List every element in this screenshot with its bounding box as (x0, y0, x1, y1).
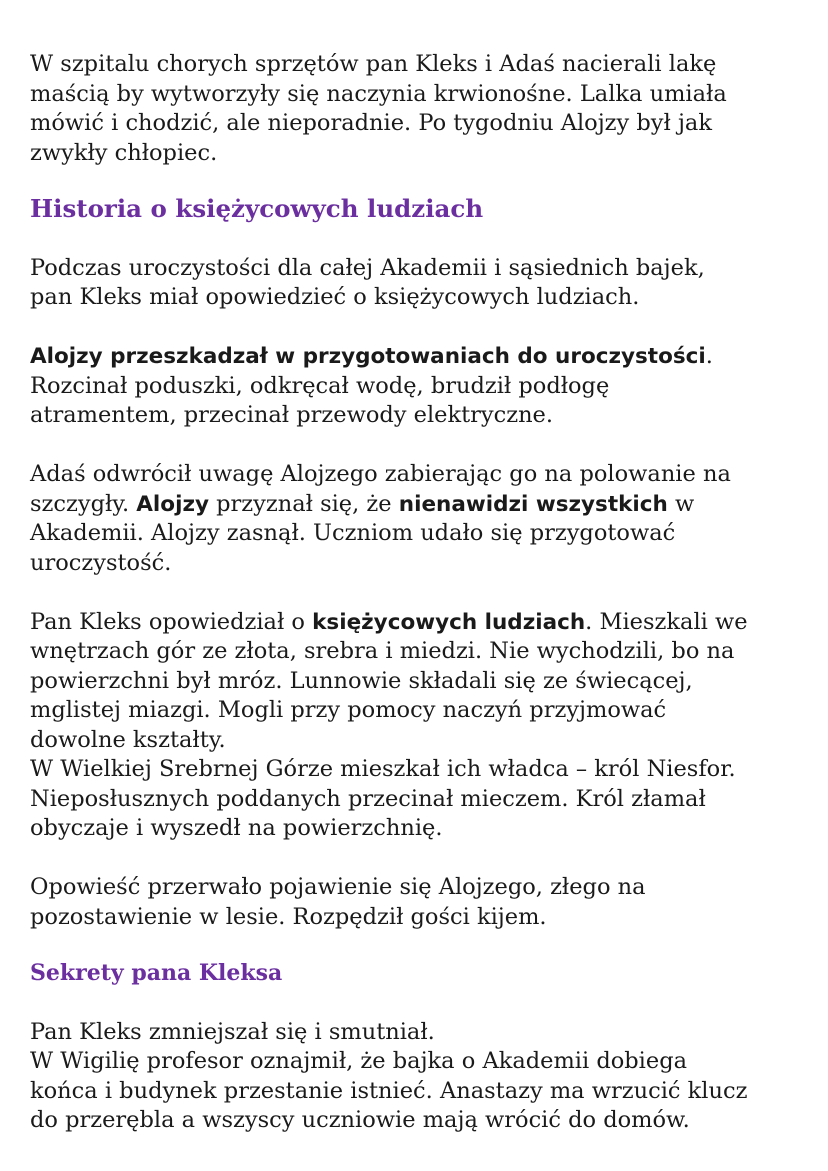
paragraph-kleks-shrinks (30, 1018, 810, 1136)
bold-phrase: Alojzy przeszkadzał w przygotowaniach do uroczystości (30, 344, 706, 369)
text-line: powierzchni był mróz. Lunnowie składali się ze świecącej, (30, 667, 693, 694)
text-line: Nieposłusznych poddanych przecinał mieczem. Król złamał (30, 785, 706, 812)
text-line: W Wielkiej Srebrnej Górze mieszkał ich władca – król Niesfor. (30, 756, 736, 782)
text-line: W Wigilię profesor oznajmił, że bajka o Akademii dobiega (30, 1048, 688, 1074)
paragraph-ceremony (30, 254, 810, 313)
text-fragment: . (705, 343, 713, 369)
text-fragment: przyznał się, że (208, 490, 399, 517)
text-line: pan Kleks miał opowiedzieć o księżycowych ludziach. (30, 284, 640, 310)
text-line (30, 608, 810, 638)
text-fragment: w (667, 490, 695, 517)
section-heading-kleks-secrets: Sekrety pana Kleksa (30, 960, 283, 986)
text-line: W szpitalu chorych sprzętów pan Kleks i Adaś nacierali lakę (30, 51, 717, 77)
bold-phrase: księżycowych ludziach (312, 609, 586, 635)
text-line: Adaś odwrócił uwagę Alojzego zabierając go na polowanie na (30, 461, 731, 487)
text-line: wnętrzach gór ze złota, srebra i miedzi. Nie wychodzili, bo na (30, 638, 735, 664)
bold-phrase: nienawidzi wszystkich (398, 491, 668, 517)
text-fragment: szczygły. (30, 490, 137, 517)
paragraph-story-interrupted (30, 873, 810, 932)
text-line: Akademii. Alojzy zasnął. Uczniom udało się przygotować (30, 520, 676, 546)
text-fragment: Pan Kleks opowiedział o (30, 608, 313, 635)
text-line (30, 490, 810, 520)
text-line: obyczaje i wyszedł na powierzchnię. (30, 815, 443, 841)
text-line: uroczystość. (30, 549, 172, 576)
text-line: Pan Kleks zmniejszał się i smutniał. (30, 1018, 435, 1045)
text-line: pozostawienie w lesie. Rozpędził gości kijem. (30, 903, 547, 930)
text-line: do przerębla a wszyscy uczniowie mają wrócić do domów. (30, 1107, 690, 1133)
text-line: atramentem, przecinał przewody elektryczne. (30, 402, 554, 428)
text-line: Rozcinał poduszki, odkręcał wodę, brudził podłogę (30, 372, 610, 399)
text-line: Opowieść przerwało pojawienie się Alojzego, złego na (30, 874, 646, 900)
text-fragment: . Mieszkali we (585, 608, 748, 635)
text-line: maścią by wytworzyły się naczynia krwionośne. Lalka umiała (30, 80, 727, 107)
text-line: końca i budynek przestanie istnieć. Anastazy ma wrzucić klucz (30, 1077, 748, 1104)
document-page (30, 50, 810, 1136)
paragraph-moon-story (30, 608, 810, 844)
text-line: Podczas uroczystości dla całej Akademii i sąsiednich bajek, (30, 254, 705, 281)
intro-paragraph (30, 50, 810, 168)
text-line: mglistej miazgi. Mogli przy pomocy naczyń przyjmować (30, 697, 667, 723)
bold-phrase: Alojzy (136, 491, 209, 517)
text-line (30, 342, 810, 372)
text-line: dowolne kształty. (30, 726, 226, 753)
paragraph-alojzy-disturbs (30, 342, 810, 431)
paragraph-adas-distracts (30, 460, 810, 578)
text-line: mówić i chodzić, ale nieporadnie. Po tygodniu Alojzy był jak (30, 110, 712, 136)
section-heading-moon-people: Historia o księżycowych ludziach (30, 194, 484, 223)
text-line: zwykły chłopiec. (30, 139, 218, 166)
